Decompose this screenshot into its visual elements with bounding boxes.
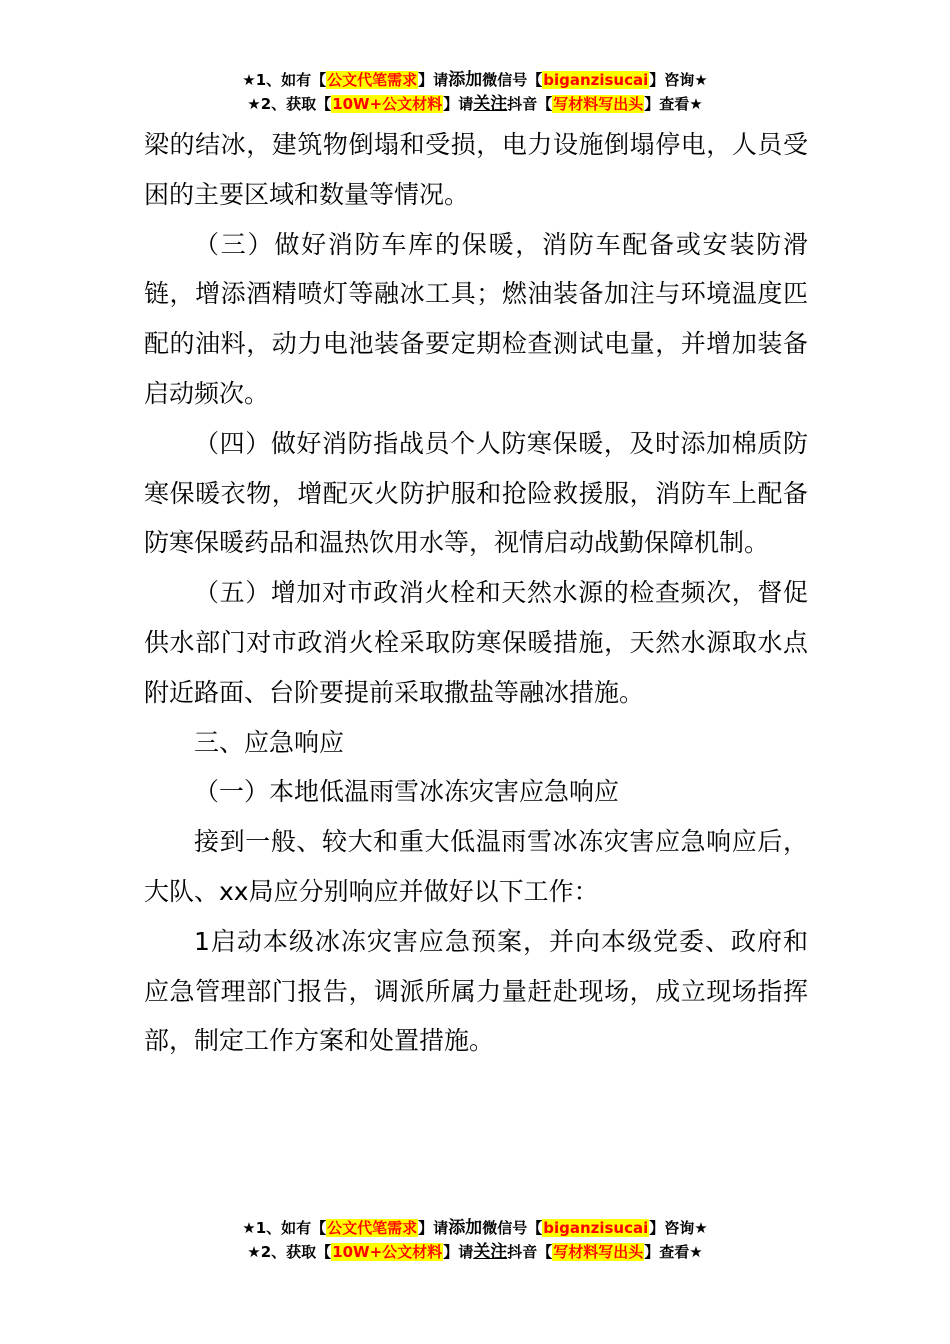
footer-banner (0, 1216, 950, 1264)
banner-text: 】查看★ (644, 1243, 703, 1261)
paragraph: （三）做好消防车库的保暖，消防车配备或安装防滑链，增添酒精喷灯等融冰工具；燃油装备加注与环境温度匹配的油料，动力电池装备要定期检查测试电量，并增加装备启动频次。 (144, 229, 808, 408)
paragraph: 梁的结冰，建筑物倒塌和受损，电力设施倒塌停电，人员受困的主要区域和数量等情况。 (144, 130, 808, 209)
banner-text: 】咨询★ (649, 1219, 708, 1237)
banner-text: 微信号【 (482, 1219, 543, 1237)
banner-line-2 (0, 1240, 950, 1264)
banner-text: 】请 (418, 71, 449, 89)
banner-highlight: 10W+公文材料 (332, 95, 443, 113)
banner-highlight: 写材料写出头 (553, 1243, 644, 1261)
banner-highlight: biganzisucai (543, 71, 649, 89)
banner-text: 抖音【 (507, 95, 553, 113)
banner-text: 微信号【 (482, 71, 543, 89)
banner-text: ★2、获取【 (247, 95, 332, 113)
banner-text: 】请 (418, 1219, 449, 1237)
banner-line-1 (0, 68, 950, 92)
banner-text: ★1、如有【 (242, 71, 327, 89)
section-heading: 三、应急响应 (194, 727, 345, 757)
banner-emphasis: 关注 (473, 94, 508, 114)
banner-emphasis: 添加 (448, 70, 483, 90)
paragraph: （五）增加对市政消火栓和天然水源的检查频次，督促供水部门对市政消火栓采取防寒保暖措施，天然水源取水点附近路面、台阶要提前采取撒盐等融冰措施。 (144, 578, 808, 707)
banner-highlight: 公文代笔需求 (327, 71, 418, 89)
banner-text: ★1、如有【 (242, 1219, 327, 1237)
banner-line-1 (0, 1216, 950, 1240)
banner-emphasis: 关注 (473, 1242, 508, 1262)
banner-highlight: 公文代笔需求 (327, 1219, 418, 1237)
banner-highlight: 10W+公文材料 (332, 1243, 443, 1261)
subsection-heading: （一）本地低温雨雪冰冻灾害应急响应 (194, 777, 620, 807)
banner-text: 】请 (443, 95, 474, 113)
banner-highlight: 写材料写出头 (553, 95, 644, 113)
header-banner (0, 68, 950, 116)
banner-text: ★2、获取【 (247, 1243, 332, 1261)
banner-text: 】请 (443, 1243, 474, 1261)
banner-text: 】查看★ (644, 95, 703, 113)
document-body (144, 120, 808, 1066)
banner-emphasis: 添加 (448, 1218, 483, 1238)
banner-text: 】咨询★ (649, 71, 708, 89)
paragraph: 1启动本级冰冻灾害应急预案，并向本级党委、政府和应急管理部门报告，调派所属力量赶赴现场，成立现场指挥部，制定工作方案和处置措施。 (144, 926, 808, 1056)
banner-highlight: biganzisucai (543, 1219, 649, 1237)
banner-text: 抖音【 (507, 1243, 553, 1261)
paragraph: 接到一般、较大和重大低温雨雪冰冻灾害应急响应后，大队、xx局应分别响应并做好以下工作： (144, 827, 808, 906)
paragraph: （四）做好消防指战员个人防寒保暖，及时添加棉质防寒保暖衣物，增配灭火防护服和抢险救援服，消防车上配备防寒保暖药品和温热饮用水等，视情启动战勤保障机制。 (144, 428, 808, 558)
banner-line-2 (0, 92, 950, 116)
